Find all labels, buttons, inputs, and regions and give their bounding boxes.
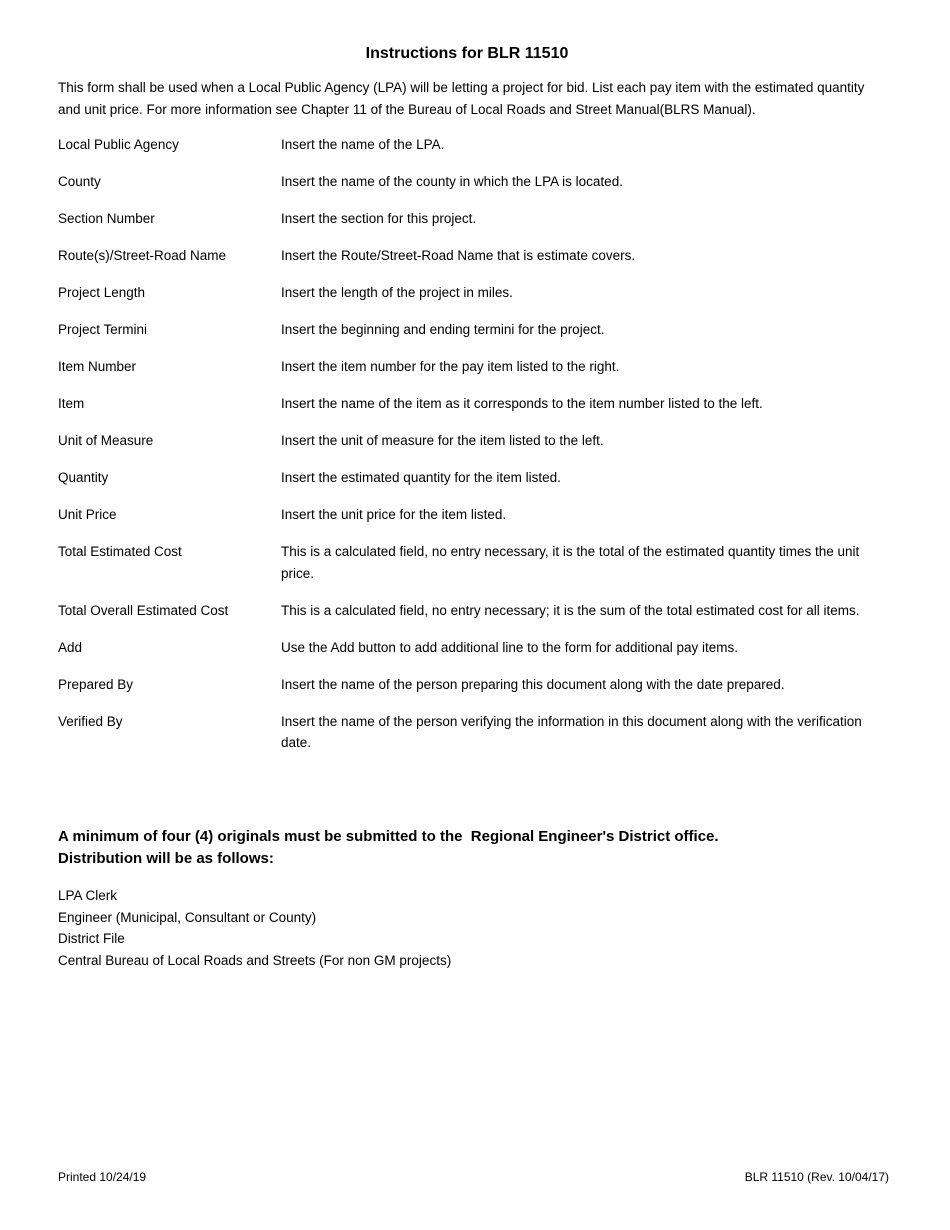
distribution-list	[58, 885, 878, 971]
distribution-item: Central Bureau of Local Roads and Streets (For non GM projects)	[58, 952, 452, 968]
field-label: Add	[58, 639, 83, 655]
field-description: Insert the Route/Street-Road Name that is estimate covers.	[281, 248, 636, 263]
field-description: Insert the name of the person verifying the information in this document along with the verification date.	[281, 713, 862, 750]
distribution-item: District File	[58, 931, 125, 946]
field-description: Insert the name of the county in which the LPA is located.	[281, 174, 623, 189]
field-label: County	[58, 174, 101, 189]
field-description: Insert the unit of measure for the item listed to the left.	[281, 433, 604, 448]
field-label: Total Overall Estimated Cost	[58, 602, 229, 618]
field-description: Insert the length of the project in miles.	[281, 285, 513, 300]
field-row	[58, 282, 878, 304]
distribution-item: LPA Clerk	[58, 888, 118, 903]
page-title: Instructions for BLR 11510	[365, 45, 569, 62]
notice-line: Distribution will be as follows:	[58, 849, 274, 867]
field-row	[58, 171, 878, 193]
form-revision: BLR 11510 (Rev. 10/04/17)	[744, 1170, 889, 1184]
field-description: Insert the unit price for the item listed.	[281, 507, 507, 522]
field-row	[58, 674, 878, 696]
field-row	[58, 319, 878, 341]
field-description: Use the Add button to add additional line to the form for additional pay items.	[281, 639, 739, 655]
field-row	[58, 245, 878, 267]
field-instructions-list	[58, 134, 878, 769]
field-row	[58, 134, 878, 156]
field-description: Insert the estimated quantity for the item listed.	[281, 470, 561, 485]
field-label: Verified By	[58, 713, 123, 729]
field-label: Total Estimated Cost	[58, 544, 182, 559]
field-label: Item Number	[58, 359, 137, 374]
field-row	[58, 356, 878, 378]
field-description: Insert the name of the person preparing this document along with the date prepared.	[281, 676, 785, 692]
submission-notice	[58, 826, 878, 869]
field-row	[58, 600, 878, 622]
field-row	[58, 393, 878, 415]
field-description: Insert the section for this project.	[281, 211, 477, 226]
field-row	[58, 541, 878, 584]
distribution-item: Engineer (Municipal, Consultant or County)	[58, 909, 317, 925]
field-row	[58, 430, 878, 452]
field-row	[58, 711, 878, 754]
field-row	[58, 467, 878, 489]
field-label: Local Public Agency	[58, 137, 179, 152]
field-label: Project Length	[58, 285, 146, 300]
field-description: Insert the name of the item as it corresponds to the item number listed to the left.	[281, 396, 763, 411]
field-label: Unit Price	[58, 507, 117, 522]
notice-line: A minimum of four (4) originals must be submitted to the Regional Engineer's District office.	[58, 828, 719, 845]
field-row	[58, 504, 878, 526]
field-label: Prepared By	[58, 676, 134, 692]
field-label: Route(s)/Street-Road Name	[58, 248, 227, 263]
field-row	[58, 637, 878, 659]
field-description: This is a calculated field, no entry necessary; it is the sum of the total estimated cost for all items.	[281, 602, 860, 618]
field-description: This is a calculated field, no entry necessary, it is the total of the estimated quantity times the unit price.	[281, 544, 860, 581]
intro-paragraph: This form shall be used when a Local Public Agency (LPA) will be letting a project for bid. List each pay item with the estimated quantity and unit price. For more information see Chapter 11 of the Bureau of Local Roads and Street Manual(BLRS Manual).	[58, 80, 865, 117]
field-label: Quantity	[58, 470, 109, 485]
field-label: Project Termini	[58, 322, 148, 337]
field-row	[58, 208, 878, 230]
printed-date: Printed 10/24/19	[58, 1170, 147, 1184]
field-label: Section Number	[58, 211, 155, 226]
field-description: Insert the beginning and ending termini for the project.	[281, 322, 605, 337]
field-label: Unit of Measure	[58, 433, 154, 448]
field-label: Item	[58, 396, 85, 411]
field-description: Insert the name of the LPA.	[281, 137, 445, 152]
field-description: Insert the item number for the pay item listed to the right.	[281, 359, 620, 374]
